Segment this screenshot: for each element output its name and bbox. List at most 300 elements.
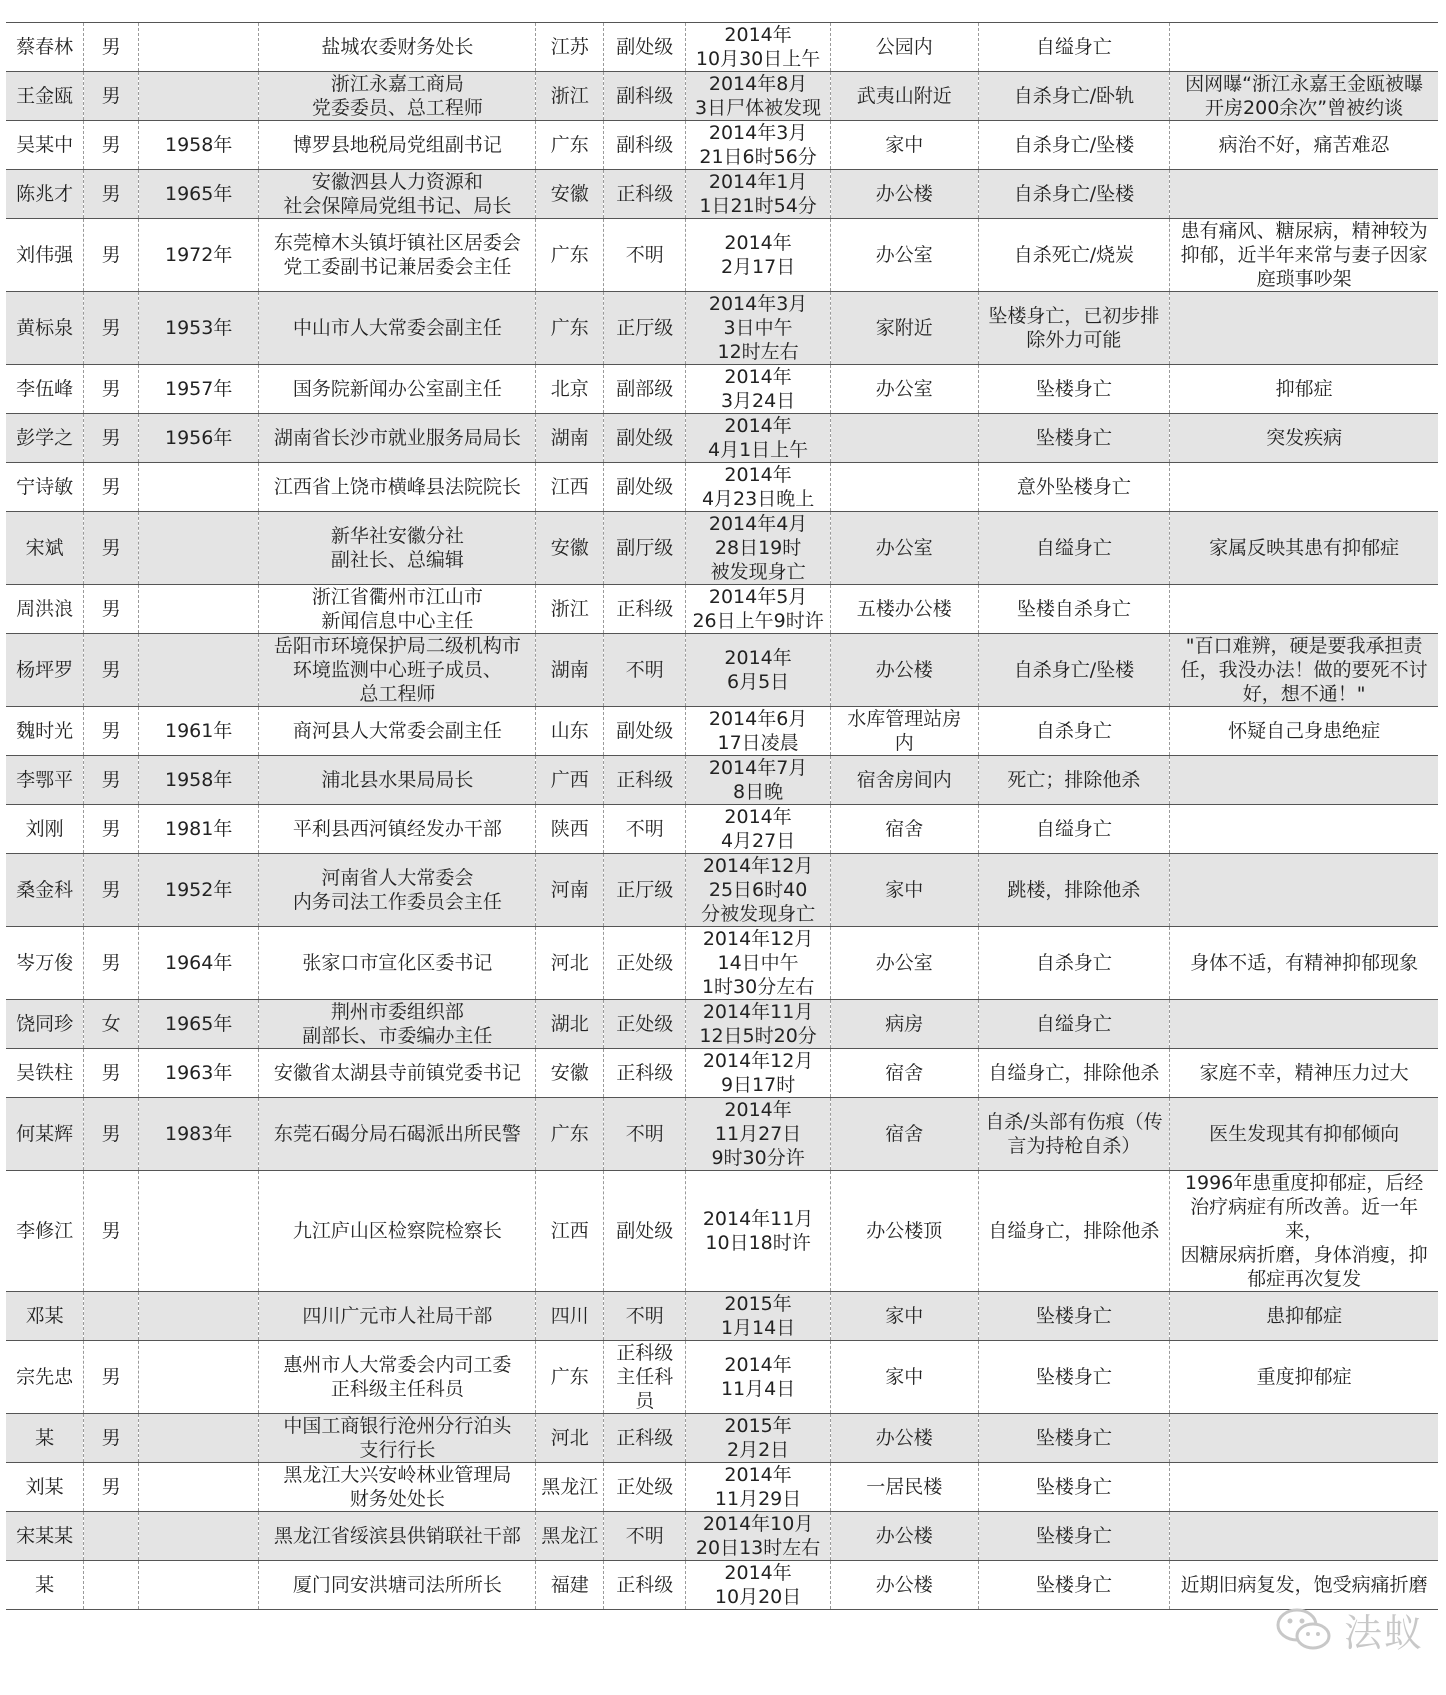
cell-gender [84, 1292, 139, 1341]
table-row [6, 1098, 1438, 1171]
table-row [6, 72, 1438, 121]
cell-position: 新华社安徽分社 副社长、总编辑 [259, 512, 536, 585]
cell-birth-year: 1981年 [138, 805, 258, 854]
cell-birth-year [138, 1171, 258, 1292]
cell-cause: 自杀身亡/坠楼 [978, 170, 1170, 219]
cell-reason [1170, 23, 1438, 72]
cell-birth-year: 1952年 [138, 854, 258, 927]
cell-location: 家中 [830, 1292, 978, 1341]
cell-province: 河南 [536, 854, 604, 927]
cell-cause: 自杀死亡/烧炭 [978, 219, 1170, 292]
cell-gender: 男 [84, 756, 139, 805]
cell-name: 邓某 [6, 1292, 84, 1341]
cell-location: 一居民楼 [830, 1463, 978, 1512]
cell-gender: 男 [84, 72, 139, 121]
cell-location: 五楼办公楼 [830, 585, 978, 634]
table-row [6, 170, 1438, 219]
cell-reason: 怀疑自己身患绝症 [1170, 707, 1438, 756]
cell-province: 安徽 [536, 1049, 604, 1098]
cell-name: 宋斌 [6, 512, 84, 585]
cell-time: 2014年 6月5日 [686, 634, 831, 707]
cell-reason [1170, 170, 1438, 219]
cell-province: 福建 [536, 1561, 604, 1610]
cell-gender: 男 [84, 23, 139, 72]
cell-province: 江西 [536, 463, 604, 512]
cell-cause: 自杀身亡 [978, 707, 1170, 756]
officials-table [6, 22, 1438, 1610]
cell-time: 2014年 11月4日 [686, 1341, 831, 1414]
cell-cause: 坠楼自杀身亡 [978, 585, 1170, 634]
cell-rank: 副科级 [604, 121, 686, 170]
cell-rank: 正科级 [604, 1049, 686, 1098]
cell-birth-year: 1963年 [138, 1049, 258, 1098]
cell-time: 2014年3月 21日6时56分 [686, 121, 831, 170]
cell-gender: 男 [84, 1098, 139, 1171]
cell-rank: 副处级 [604, 23, 686, 72]
cell-position: 张家口市宣化区委书记 [259, 927, 536, 1000]
cell-birth-year [138, 512, 258, 585]
cell-cause: 坠楼身亡 [978, 1512, 1170, 1561]
table-row [6, 1000, 1438, 1049]
cell-gender: 男 [84, 927, 139, 1000]
cell-name: 桑金科 [6, 854, 84, 927]
cell-gender: 男 [84, 634, 139, 707]
cell-time: 2014年8月 3日尸体被发现 [686, 72, 831, 121]
table-row [6, 634, 1438, 707]
cell-location: 宿舍房间内 [830, 756, 978, 805]
cell-position: 黑龙江大兴安岭林业管理局 财务处处长 [259, 1463, 536, 1512]
cell-name: 岑万俊 [6, 927, 84, 1000]
cell-position: 江西省上饶市横峰县法院院长 [259, 463, 536, 512]
cell-province: 湖南 [536, 634, 604, 707]
cell-rank: 副处级 [604, 1171, 686, 1292]
cell-birth-year: 1965年 [138, 170, 258, 219]
watermark [1274, 1602, 1424, 1657]
cell-province: 湖北 [536, 1000, 604, 1049]
cell-province: 黑龙江 [536, 1512, 604, 1561]
table-row [6, 1341, 1438, 1414]
cell-name: 彭学之 [6, 414, 84, 463]
officials-table-wrap [6, 22, 1438, 1610]
cell-gender: 男 [84, 463, 139, 512]
cell-position: 河南省人大常委会 内务司法工作委员会主任 [259, 854, 536, 927]
cell-time: 2014年10月 20日13时左右 [686, 1512, 831, 1561]
cell-rank: 正科级 [604, 585, 686, 634]
cell-location: 办公室 [830, 365, 978, 414]
cell-gender: 男 [84, 854, 139, 927]
table-row [6, 1171, 1438, 1292]
table-row [6, 219, 1438, 292]
cell-time: 2014年 4月27日 [686, 805, 831, 854]
cell-name: 宗先忠 [6, 1341, 84, 1414]
cell-rank: 正厅级 [604, 854, 686, 927]
cell-birth-year: 1958年 [138, 756, 258, 805]
cell-province: 广东 [536, 1341, 604, 1414]
table-row [6, 805, 1438, 854]
table-row [6, 512, 1438, 585]
cell-province: 山东 [536, 707, 604, 756]
cell-cause: 自缢身亡 [978, 805, 1170, 854]
cell-time: 2014年7月 8日晚 [686, 756, 831, 805]
table-row [6, 1292, 1438, 1341]
cell-rank: 不明 [604, 1512, 686, 1561]
cell-position: 盐城农委财务处长 [259, 23, 536, 72]
table-row [6, 854, 1438, 927]
cell-province: 四川 [536, 1292, 604, 1341]
cell-reason [1170, 1414, 1438, 1463]
cell-cause: 自缢身亡，排除他杀 [978, 1049, 1170, 1098]
cell-gender: 男 [84, 707, 139, 756]
cell-rank: 正处级 [604, 1000, 686, 1049]
cell-gender: 男 [84, 805, 139, 854]
cell-name: 王金瓯 [6, 72, 84, 121]
cell-position: 惠州市人大常委会内司工委 正科级主任科员 [259, 1341, 536, 1414]
cell-location: 办公室 [830, 927, 978, 1000]
cell-birth-year [138, 463, 258, 512]
cell-reason [1170, 1463, 1438, 1512]
cell-position: 湖南省长沙市就业服务局局长 [259, 414, 536, 463]
cell-gender: 男 [84, 121, 139, 170]
cell-time: 2014年4月 28日19时 被发现身亡 [686, 512, 831, 585]
cell-cause: 自杀/头部有伤痕（传 言为持枪自杀） [978, 1098, 1170, 1171]
cell-name: 某 [6, 1414, 84, 1463]
cell-birth-year: 1965年 [138, 1000, 258, 1049]
cell-location: 公园内 [830, 23, 978, 72]
cell-reason [1170, 756, 1438, 805]
cell-cause: 坠楼身亡 [978, 1341, 1170, 1414]
cell-rank: 正处级 [604, 1463, 686, 1512]
cell-name: 刘伟强 [6, 219, 84, 292]
cell-rank: 不明 [604, 219, 686, 292]
cell-cause: 自缢身亡，排除他杀 [978, 1171, 1170, 1292]
cell-time: 2014年3月 3日中午 12时左右 [686, 292, 831, 365]
cell-rank: 副部级 [604, 365, 686, 414]
cell-province: 黑龙江 [536, 1463, 604, 1512]
cell-province: 广东 [536, 292, 604, 365]
cell-position: 中山市人大常委会副主任 [259, 292, 536, 365]
cell-gender: 男 [84, 292, 139, 365]
cell-reason [1170, 1512, 1438, 1561]
table-row [6, 292, 1438, 365]
cell-reason: "百口难辨，硬是要我承担责 任，我没办法！做的要死不讨 好，想不通！" [1170, 634, 1438, 707]
table-row [6, 756, 1438, 805]
cell-birth-year [138, 1292, 258, 1341]
table-row [6, 23, 1438, 72]
cell-gender: 男 [84, 512, 139, 585]
cell-location [830, 414, 978, 463]
cell-gender: 女 [84, 1000, 139, 1049]
cell-reason [1170, 585, 1438, 634]
cell-name: 刘刚 [6, 805, 84, 854]
cell-gender [84, 1512, 139, 1561]
cell-location: 水库管理站房 内 [830, 707, 978, 756]
cell-reason: 突发疾病 [1170, 414, 1438, 463]
cell-gender: 男 [84, 219, 139, 292]
cell-cause: 坠楼身亡 [978, 365, 1170, 414]
cell-province: 浙江 [536, 585, 604, 634]
cell-rank: 不明 [604, 805, 686, 854]
cell-birth-year: 1964年 [138, 927, 258, 1000]
cell-name: 周洪浪 [6, 585, 84, 634]
cell-time: 2014年6月 17日凌晨 [686, 707, 831, 756]
cell-birth-year [138, 72, 258, 121]
cell-rank: 副处级 [604, 414, 686, 463]
cell-time: 2014年12月 25日6时40 分被发现身亡 [686, 854, 831, 927]
cell-gender: 男 [84, 365, 139, 414]
cell-province: 广东 [536, 121, 604, 170]
cell-location: 办公楼 [830, 1512, 978, 1561]
cell-birth-year: 1961年 [138, 707, 258, 756]
cell-rank: 副科级 [604, 72, 686, 121]
table-row [6, 463, 1438, 512]
cell-cause: 自杀身亡/坠楼 [978, 634, 1170, 707]
cell-reason: 身体不适，有精神抑郁现象 [1170, 927, 1438, 1000]
cell-cause: 坠楼身亡 [978, 414, 1170, 463]
cell-time: 2015年 1月14日 [686, 1292, 831, 1341]
cell-rank: 副处级 [604, 463, 686, 512]
cell-cause: 自缢身亡 [978, 23, 1170, 72]
cell-reason: 患抑郁症 [1170, 1292, 1438, 1341]
cell-position: 中国工商银行沧州分行泊头 支行行长 [259, 1414, 536, 1463]
cell-name: 杨坪罗 [6, 634, 84, 707]
cell-position: 安徽泗县人力资源和 社会保障局党组书记、局长 [259, 170, 536, 219]
cell-name: 李鄂平 [6, 756, 84, 805]
cell-position: 厦门同安洪塘司法所所长 [259, 1561, 536, 1610]
cell-time: 2014年 3月24日 [686, 365, 831, 414]
cell-time: 2014年11月 10日18时许 [686, 1171, 831, 1292]
cell-gender: 男 [84, 414, 139, 463]
cell-reason: 病治不好，痛苦难忍 [1170, 121, 1438, 170]
cell-cause: 坠楼身亡 [978, 1463, 1170, 1512]
cell-location: 办公楼顶 [830, 1171, 978, 1292]
cell-reason: 近期旧病复发，饱受病痛折磨 [1170, 1561, 1438, 1610]
cell-province: 广东 [536, 219, 604, 292]
table-row [6, 365, 1438, 414]
cell-time: 2014年1月 1日21时54分 [686, 170, 831, 219]
cell-province: 江苏 [536, 23, 604, 72]
cell-position: 国务院新闻办公室副主任 [259, 365, 536, 414]
cell-reason [1170, 805, 1438, 854]
cell-gender: 男 [84, 1171, 139, 1292]
cell-birth-year: 1983年 [138, 1098, 258, 1171]
table-row [6, 585, 1438, 634]
cell-position: 安徽省太湖县寺前镇党委书记 [259, 1049, 536, 1098]
cell-reason: 1996年患重度抑郁症，后经 治疗病症有所改善。近一年来， 因糖尿病折磨，身体消瘦，抑 郁症再次复发 [1170, 1171, 1438, 1292]
cell-cause: 自杀身亡/坠楼 [978, 121, 1170, 170]
cell-birth-year [138, 23, 258, 72]
cell-birth-year: 1953年 [138, 292, 258, 365]
table-row [6, 414, 1438, 463]
cell-location [830, 463, 978, 512]
cell-birth-year: 1957年 [138, 365, 258, 414]
wechat-icon [1274, 1605, 1334, 1655]
table-row [6, 1414, 1438, 1463]
cell-time: 2015年 2月2日 [686, 1414, 831, 1463]
cell-reason: 家庭不幸，精神压力过大 [1170, 1049, 1438, 1098]
cell-name: 刘某 [6, 1463, 84, 1512]
cell-rank: 副处级 [604, 707, 686, 756]
table-row [6, 927, 1438, 1000]
cell-cause: 死亡；排除他杀 [978, 756, 1170, 805]
cell-rank: 正科级 [604, 1414, 686, 1463]
cell-time: 2014年 4月1日上午 [686, 414, 831, 463]
cell-position: 岳阳市环境保护局二级机构市 环境监测中心班子成员、 总工程师 [259, 634, 536, 707]
cell-time: 2014年 10月30日上午 [686, 23, 831, 72]
cell-time: 2014年 10月20日 [686, 1561, 831, 1610]
cell-rank: 不明 [604, 1098, 686, 1171]
cell-birth-year: 1958年 [138, 121, 258, 170]
cell-cause: 坠楼身亡 [978, 1414, 1170, 1463]
cell-location: 办公楼 [830, 1414, 978, 1463]
cell-province: 北京 [536, 365, 604, 414]
cell-gender: 男 [84, 585, 139, 634]
cell-province: 浙江 [536, 72, 604, 121]
cell-cause: 坠楼身亡 [978, 1561, 1170, 1610]
cell-rank: 正厅级 [604, 292, 686, 365]
cell-gender: 男 [84, 170, 139, 219]
cell-reason: 家属反映其患有抑郁症 [1170, 512, 1438, 585]
cell-location: 宿舍 [830, 1049, 978, 1098]
cell-birth-year [138, 1561, 258, 1610]
cell-location: 家中 [830, 854, 978, 927]
cell-time: 2014年12月 9日17时 [686, 1049, 831, 1098]
cell-birth-year: 1956年 [138, 414, 258, 463]
cell-rank: 不明 [604, 634, 686, 707]
cell-time: 2014年12月 14日中午 1时30分左右 [686, 927, 831, 1000]
cell-location: 办公楼 [830, 634, 978, 707]
cell-position: 商河县人大常委会副主任 [259, 707, 536, 756]
cell-time: 2014年 11月27日 9时30分许 [686, 1098, 831, 1171]
cell-reason: 重度抑郁症 [1170, 1341, 1438, 1414]
cell-rank: 正科级 [604, 756, 686, 805]
cell-time: 2014年 2月17日 [686, 219, 831, 292]
cell-time: 2014年 11月29日 [686, 1463, 831, 1512]
table-row [6, 707, 1438, 756]
cell-location: 家中 [830, 121, 978, 170]
cell-position: 博罗县地税局党组副书记 [259, 121, 536, 170]
cell-cause: 自缢身亡 [978, 512, 1170, 585]
cell-location: 办公楼 [830, 170, 978, 219]
cell-location: 宿舍 [830, 1098, 978, 1171]
cell-reason: 抑郁症 [1170, 365, 1438, 414]
cell-name: 吴某中 [6, 121, 84, 170]
cell-birth-year [138, 634, 258, 707]
cell-province: 广东 [536, 1098, 604, 1171]
cell-location: 武夷山附近 [830, 72, 978, 121]
table-row [6, 1512, 1438, 1561]
table-body [6, 23, 1438, 1610]
cell-gender: 男 [84, 1341, 139, 1414]
watermark-text: 法蚁 [1343, 1611, 1424, 1655]
cell-position: 荆州市委组织部 副部长、市委编办主任 [259, 1000, 536, 1049]
cell-name: 黄标泉 [6, 292, 84, 365]
cell-name: 吴铁柱 [6, 1049, 84, 1098]
cell-reason [1170, 854, 1438, 927]
cell-rank: 正科级 [604, 170, 686, 219]
cell-birth-year [138, 585, 258, 634]
cell-gender [84, 1561, 139, 1610]
cell-position: 九江庐山区检察院检察长 [259, 1171, 536, 1292]
cell-reason [1170, 1000, 1438, 1049]
table-row [6, 1463, 1438, 1512]
cell-name: 某 [6, 1561, 84, 1610]
cell-rank: 正处级 [604, 927, 686, 1000]
cell-cause: 坠楼身亡，已初步排 除外力可能 [978, 292, 1170, 365]
cell-cause: 坠楼身亡 [978, 1292, 1170, 1341]
cell-reason: 患有痛风、糖尿病，精神较为 抑郁，近半年来常与妻子因家 庭琐事吵架 [1170, 219, 1438, 292]
cell-reason: 医生发现其有抑郁倾向 [1170, 1098, 1438, 1171]
cell-time: 2014年5月 26日上午9时许 [686, 585, 831, 634]
cell-birth-year [138, 1512, 258, 1561]
cell-gender: 男 [84, 1049, 139, 1098]
cell-rank: 正科级 主任科 员 [604, 1341, 686, 1414]
cell-position: 东莞石碣分局石碣派出所民警 [259, 1098, 536, 1171]
cell-location: 办公楼 [830, 1561, 978, 1610]
cell-position: 浙江永嘉工商局 党委委员、总工程师 [259, 72, 536, 121]
cell-province: 安徽 [536, 512, 604, 585]
table-row [6, 1049, 1438, 1098]
cell-reason [1170, 292, 1438, 365]
cell-name: 饶同珍 [6, 1000, 84, 1049]
cell-province: 河北 [536, 927, 604, 1000]
cell-name: 李伍峰 [6, 365, 84, 414]
cell-location: 家中 [830, 1341, 978, 1414]
cell-province: 江西 [536, 1171, 604, 1292]
cell-time: 2014年 4月23日晚上 [686, 463, 831, 512]
cell-name: 宋某某 [6, 1512, 84, 1561]
cell-time: 2014年11月 12日5时20分 [686, 1000, 831, 1049]
cell-province: 湖南 [536, 414, 604, 463]
cell-location: 宿舍 [830, 805, 978, 854]
cell-position: 黑龙江省绥滨县供销联社干部 [259, 1512, 536, 1561]
cell-rank: 正科级 [604, 1561, 686, 1610]
cell-province: 陕西 [536, 805, 604, 854]
cell-position: 浙江省衢州市江山市 新闻信息中心主任 [259, 585, 536, 634]
table-row [6, 1561, 1438, 1610]
cell-province: 河北 [536, 1414, 604, 1463]
cell-cause: 自杀身亡/卧轨 [978, 72, 1170, 121]
cell-name: 李修江 [6, 1171, 84, 1292]
cell-location: 办公室 [830, 512, 978, 585]
cell-name: 陈兆才 [6, 170, 84, 219]
cell-name: 宁诗敏 [6, 463, 84, 512]
cell-name: 魏时光 [6, 707, 84, 756]
cell-cause: 跳楼，排除他杀 [978, 854, 1170, 927]
cell-position: 浦北县水果局局长 [259, 756, 536, 805]
cell-position: 东莞樟木头镇圩镇社区居委会 党工委副书记兼居委会主任 [259, 219, 536, 292]
cell-location: 办公室 [830, 219, 978, 292]
cell-rank: 不明 [604, 1292, 686, 1341]
cell-rank: 副厅级 [604, 512, 686, 585]
cell-name: 蔡春林 [6, 23, 84, 72]
cell-name: 何某辉 [6, 1098, 84, 1171]
cell-location: 病房 [830, 1000, 978, 1049]
cell-birth-year [138, 1414, 258, 1463]
cell-location: 家附近 [830, 292, 978, 365]
cell-gender: 男 [84, 1463, 139, 1512]
cell-position: 四川广元市人社局干部 [259, 1292, 536, 1341]
cell-province: 安徽 [536, 170, 604, 219]
cell-cause: 意外坠楼身亡 [978, 463, 1170, 512]
cell-province: 广西 [536, 756, 604, 805]
cell-cause: 自缢身亡 [978, 1000, 1170, 1049]
cell-birth-year [138, 1463, 258, 1512]
cell-cause: 自杀身亡 [978, 927, 1170, 1000]
cell-gender: 男 [84, 1414, 139, 1463]
table-row [6, 121, 1438, 170]
cell-reason: 因网曝“浙江永嘉王金瓯被曝 开房200余次”曾被约谈 [1170, 72, 1438, 121]
cell-birth-year [138, 1341, 258, 1414]
